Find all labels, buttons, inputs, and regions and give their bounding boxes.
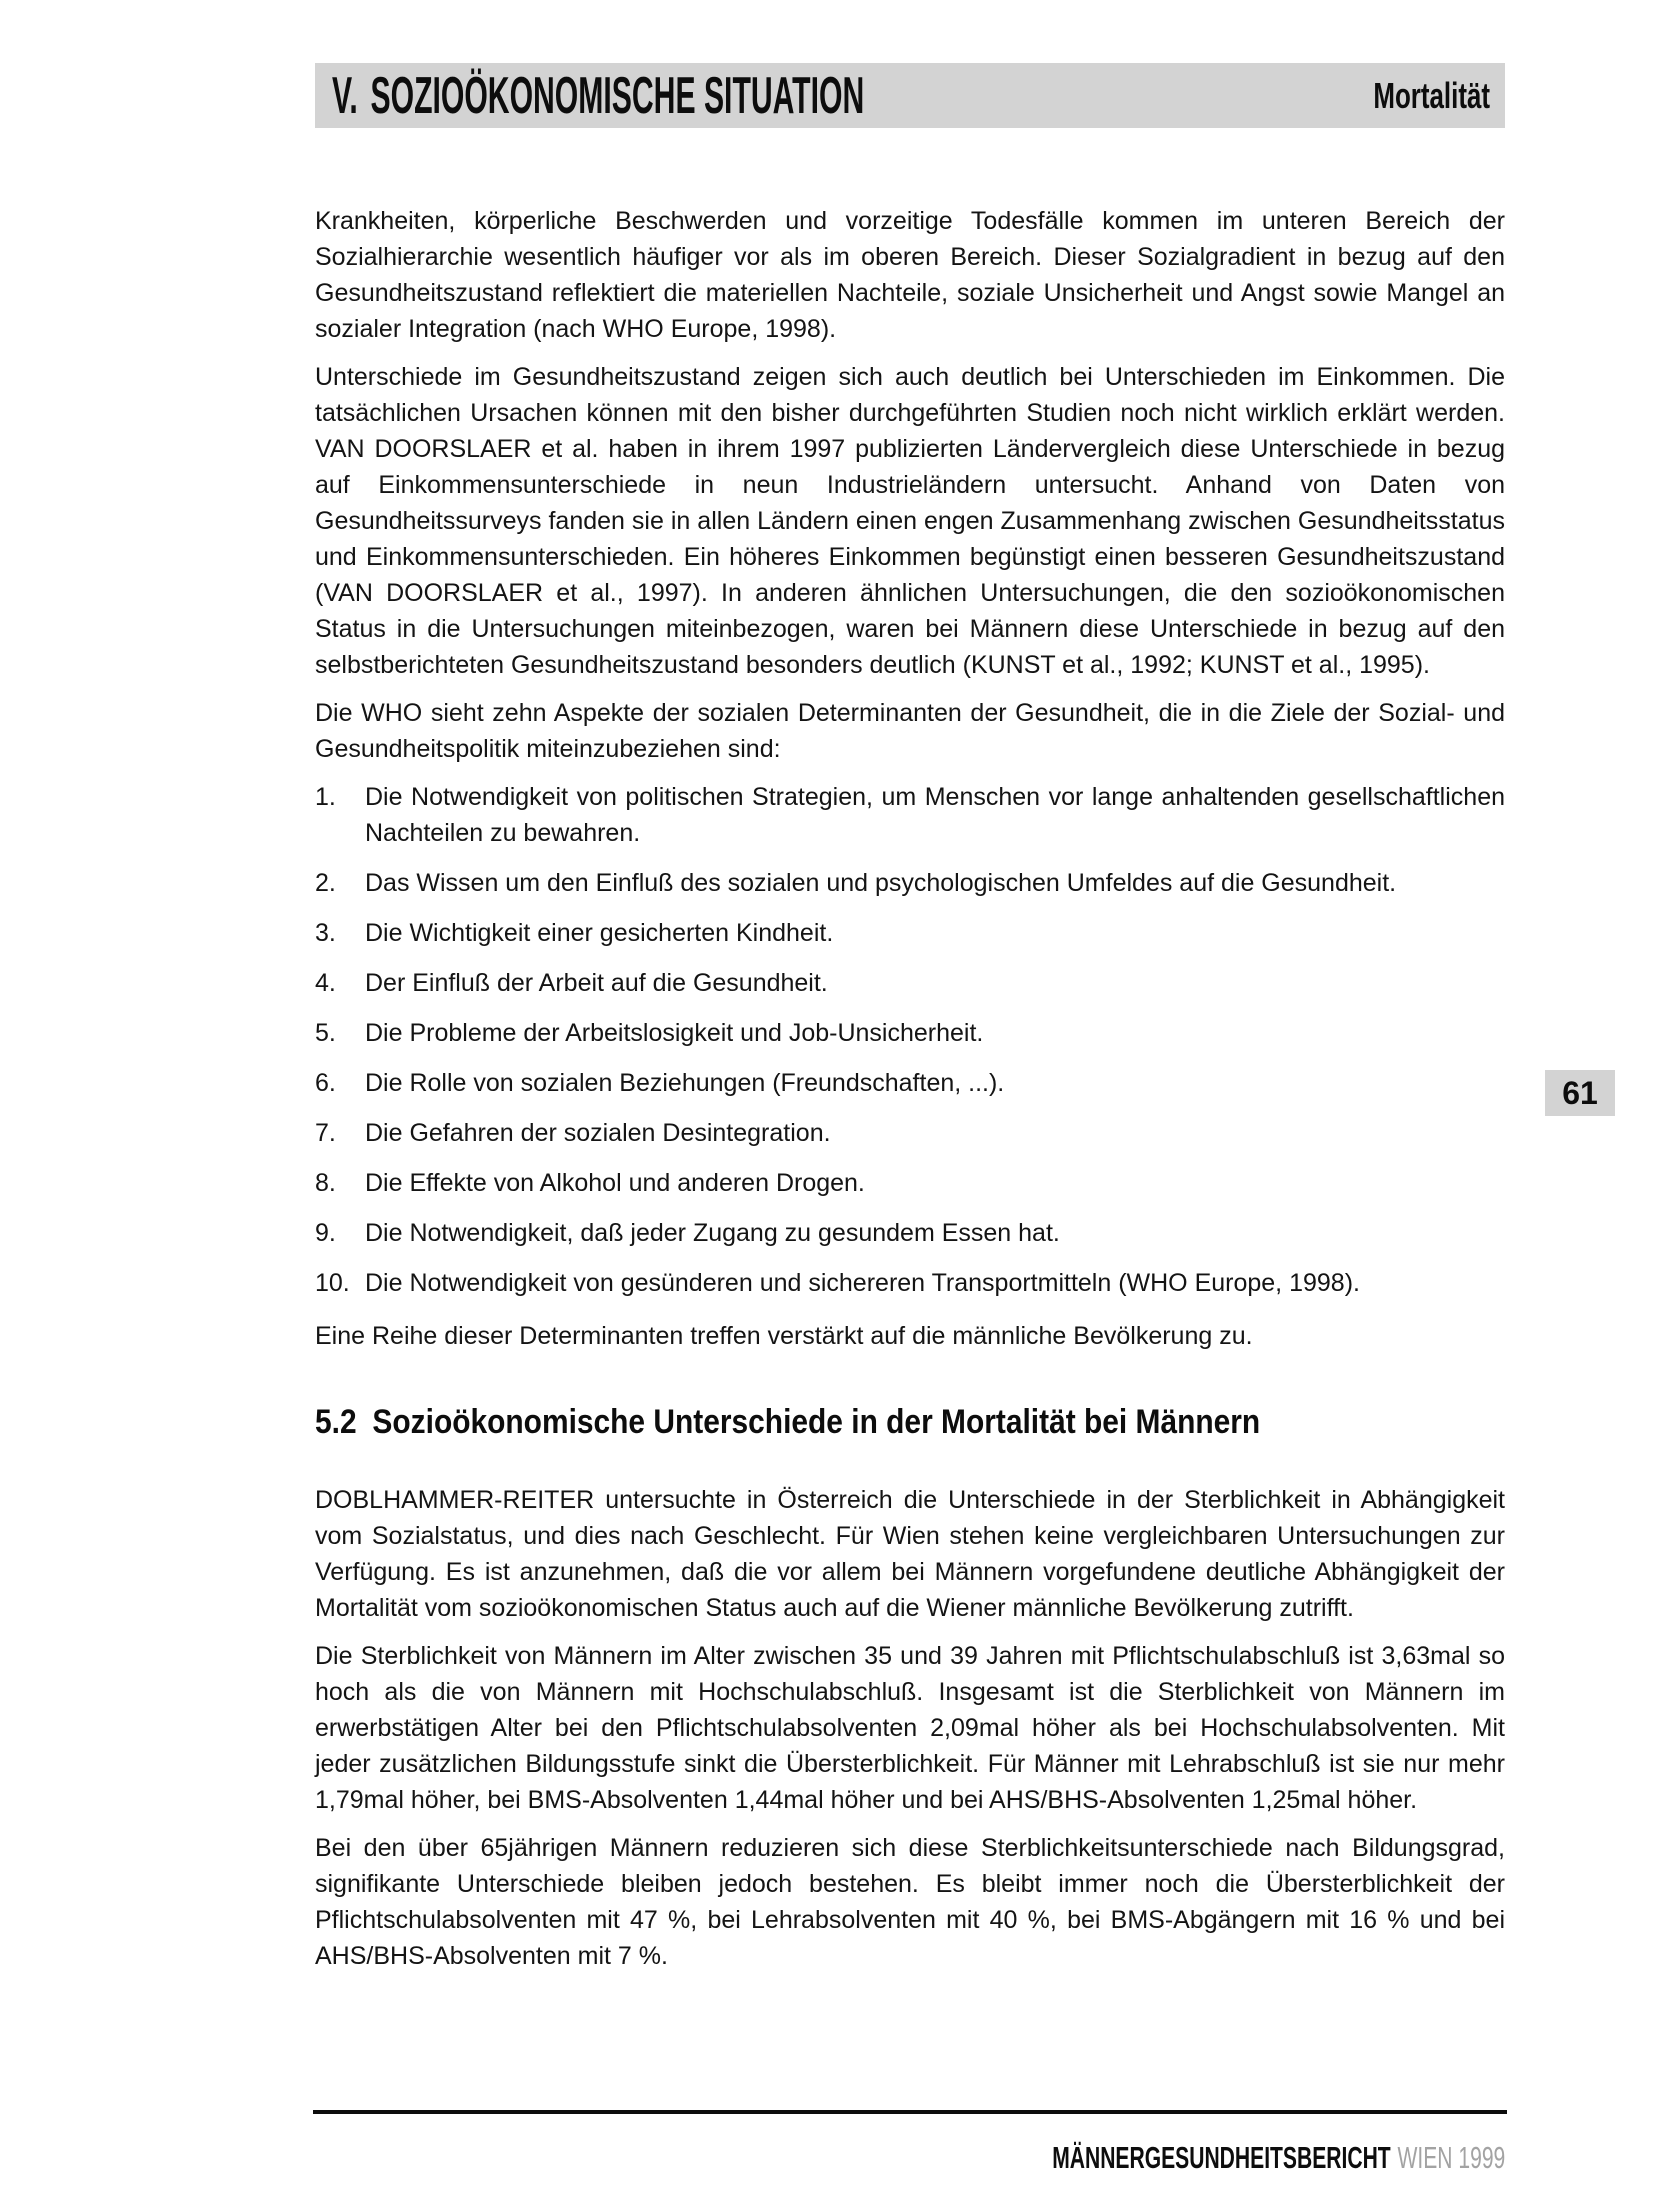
list-item <box>315 865 1505 901</box>
list-item-number: 1. <box>315 783 336 811</box>
body-paragraph: Die Sterblichkeit von Männern im Alter zwischen 35 und 39 Jahren mit Pflichtschulabschluß ist 3,63mal so hoch als die von Männern mit Hochschulabschluß. Insgesamt ist die Sterblichkeit von Männern im erwerbstätigen Alter bei den Pflichtschulabsolventen 2,09mal höher als bei Hochschulabsolventen. Mit jeder zusätzlichen Bildungsstufe sinkt die Übersterblichkeit. Für Männer mit Lehrabschluß ist sie nur mehr 1,79mal höher, bei BMS-Absolventen 1,44mal höher und bei AHS/BHS-Absolventen 1,25mal höher. <box>315 1642 1505 1814</box>
chapter-title <box>332 66 864 126</box>
list-item-number: 10. <box>315 1269 350 1297</box>
list-item-text: Das Wissen um den Einfluß des sozialen und psychologischen Umfeldes auf die Gesundheit. <box>365 869 1397 897</box>
list-item-text: Die Rolle von sozialen Beziehungen (Freundschaften, ...). <box>365 1069 1005 1097</box>
report-brand: MÄNNERGESUNDHEITSBERICHT <box>1051 2140 1391 2175</box>
body-paragraph: DOBLHAMMER-REITER untersuchte in Österreich die Unterschiede in der Sterblichkeit in Abhängigkeit vom Sozialstatus, und dies nach Geschlecht. Für Wien stehen keine vergleichbaren Untersuchungen zur Verfügung. Es ist anzunehmen, daß die vor allem bei Männern vorgefundene deutliche Abhängigkeit der Mortalität vom sozioökonomischen Status auch auf die Wiener männliche Bevölkerung zutrifft. <box>315 1486 1505 1622</box>
list-item-number: 2. <box>315 869 336 897</box>
report-edition: WIEN 1999 <box>1397 2140 1505 2175</box>
list-item-number: 3. <box>315 919 336 947</box>
list-item <box>315 1015 1505 1051</box>
list-item-text: Der Einfluß der Arbeit auf die Gesundheit. <box>365 969 828 997</box>
page-content <box>315 203 1505 1986</box>
list-item <box>315 915 1505 951</box>
list-item-text: Die Notwendigkeit, daß jeder Zugang zu gesundem Essen hat. <box>365 1219 1060 1247</box>
list-item-number: 6. <box>315 1069 336 1097</box>
list-item-text: Die Gefahren der sozialen Desintegration. <box>365 1119 831 1147</box>
body-paragraph: Krankheiten, körperliche Beschwerden und vorzeitige Todesfälle kommen im unteren Bereich der Sozialhierarchie wesentlich häufiger vor als im oberen Bereich. Dieser Sozialgradient in bezug auf den Gesundheitszustand reflektiert die materiellen Nachteile, soziale Unsicherheit und Angst sowie Mangel an sozialer Integration (nach WHO Europe, 1998). <box>315 207 1505 343</box>
list-item <box>315 779 1505 851</box>
section-title-text: Sozioökonomische Unterschiede in der Mortalität bei Männern <box>372 1403 1261 1441</box>
list-item-number: 8. <box>315 1169 336 1197</box>
body-paragraph: Unterschiede im Gesundheitszustand zeigen sich auch deutlich bei Unterschieden im Einkommen. Die tatsächlichen Ursachen können mit den bisher durchgeführten Studien noch nicht wirklich erklärt werden. VAN DOORSLAER et al. haben in ihrem 1997 publizierten Ländervergleich diese Unterschiede in bezug auf Einkommensunterschiede in neun Industrieländern untersucht. Anhand von Daten von Gesundheitssurveys fanden sie in allen Ländern einen engen Zusammenhang zwischen Gesundheitsstatus und Einkommensunterschieden. Ein höheres Einkommen begünstigt einen besseren Gesundheitszustand (VAN DOORSLAER et al., 1997). In anderen ähnlichen Untersuchungen, die den sozioökonomischen Status in die Untersuchungen miteinbezogen, waren bei Männern diese Unterschiede in bezug auf den selbstberichteten Gesundheitszustand besonders deutlich (KUNST et al., 1992; KUNST et al., 1995). <box>315 363 1505 679</box>
list-item-number: 9. <box>315 1219 336 1247</box>
chapter-topic-label: Mortalität <box>1373 74 1490 116</box>
list-item-number: 7. <box>315 1119 336 1147</box>
list-item-text: Die Notwendigkeit von gesünderen und sichereren Transportmitteln (WHO Europe, 1998). <box>365 1269 1360 1297</box>
list-item-text: Die Wichtigkeit einer gesicherten Kindheit. <box>365 919 834 947</box>
footer-text <box>315 2140 1505 2176</box>
list-item-number: 5. <box>315 1019 336 1047</box>
list-item-text: Die Probleme der Arbeitslosigkeit und Job-Unsicherheit. <box>365 1019 984 1047</box>
list-item <box>315 1215 1505 1251</box>
page-number-badge: 61 <box>1545 1070 1615 1116</box>
list-item-number: 4. <box>315 969 336 997</box>
section-number: 5.2 <box>315 1403 357 1441</box>
list-item <box>315 1065 1505 1101</box>
list-item <box>315 965 1505 1001</box>
list-item-text: Die Notwendigkeit von politischen Strategien, um Menschen vor lange anhaltenden gesellschaftlichen Nachteilen zu bewahren. <box>365 783 1505 847</box>
closing-sentence: Eine Reihe dieser Determinanten treffen verstärkt auf die männliche Bevölkerung zu. <box>315 1322 1253 1350</box>
section-heading <box>315 1400 1362 1444</box>
list-item-text: Die Effekte von Alkohol und anderen Drogen. <box>365 1169 865 1197</box>
footer-rule <box>313 2110 1507 2114</box>
body-paragraph: Bei den über 65jährigen Männern reduzieren sich diese Sterblichkeitsunterschiede nach Bildungsgrad, signifikante Unterschiede bleiben jedoch bestehen. Es bleibt immer noch die Übersterblichkeit der Pflichtschulabsolventen mit 47 %, bei Lehrabsolventen mit 40 %, bei BMS-Abgängern mit 16 % und bei AHS/BHS-Absolventen mit 7 %. <box>315 1834 1505 1970</box>
list-item <box>315 1265 1505 1301</box>
list-item <box>315 1115 1505 1151</box>
body-paragraph: Die WHO sieht zehn Aspekte der sozialen Determinanten der Gesundheit, die in die Ziele der Sozial- und Gesundheitspolitik miteinzubeziehen sind: <box>315 699 1505 763</box>
chapter-header-bar <box>315 63 1505 128</box>
chapter-title-text: SOZIOÖKONOMISCHE SITUATION <box>370 66 865 125</box>
list-item <box>315 1165 1505 1201</box>
chapter-number: V. <box>332 66 358 125</box>
who-determinants-list <box>315 779 1505 1301</box>
